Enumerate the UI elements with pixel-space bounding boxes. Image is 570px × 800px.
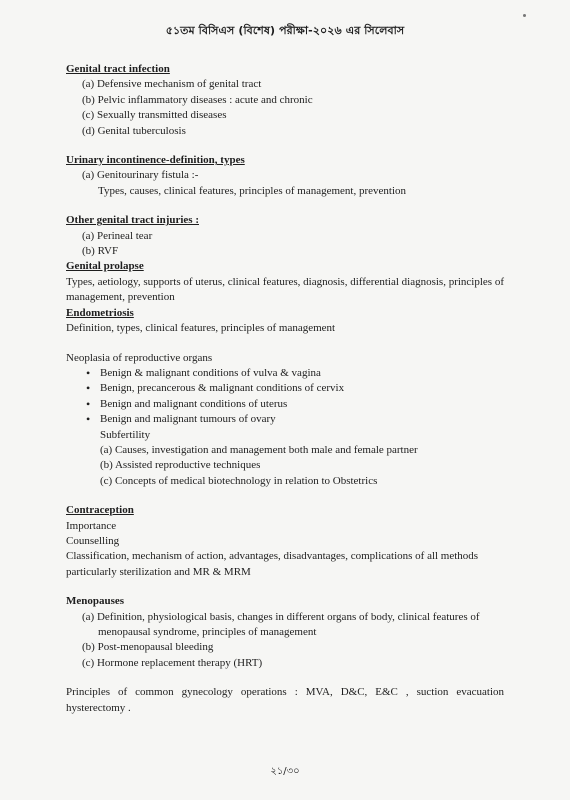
list-item: (d) Genital tuberculosis	[82, 124, 186, 137]
genital-prolapse-heading: Genital prolapse	[66, 260, 144, 273]
list-item: (a) Genitourinary fistula :-	[82, 169, 199, 182]
bullet-item: • Benign and malignant conditions of uterus	[82, 397, 504, 412]
syllabus-content	[66, 62, 504, 716]
list-item: (b) Pelvic inflammatory diseases : acute and chronic	[82, 93, 313, 106]
list-item: (a) Defensive mechanism of genital tract	[82, 78, 262, 91]
neoplasia-heading: Neoplasia of reproductive organs	[66, 351, 213, 364]
page-header: ৫১তম বিসিএস (বিশেষ) পরীক্ষা-২০২৬ এর সিলেবাস	[165, 24, 405, 37]
endometriosis-heading: Endometriosis	[66, 306, 134, 319]
list-subtext: Types, causes, clinical features, principles of management, prevention	[98, 184, 407, 197]
subfertility-label: Subfertility	[100, 428, 151, 441]
list-item: (c) Sexually transmitted diseases	[82, 109, 227, 122]
menopauses-heading: Menopauses	[66, 595, 125, 608]
contraception-line: Importance	[66, 519, 117, 532]
genital-tract-infection-heading: Genital tract infection	[66, 63, 170, 75]
operations-text: Principles of common gynecology operations : MVA, D&C, E&C , suction evacuation hysterectomy .	[66, 686, 504, 714]
bullet-item: • Benign & malignant conditions of vulva & vagina	[82, 366, 504, 381]
list-item: (b) Post-menopausal bleeding	[82, 641, 214, 654]
list-item: (c) Concepts of medical biotechnology in relation to Obstetrics	[100, 474, 378, 487]
page-number: ২১/৩০	[270, 766, 300, 777]
list-item: (c) Hormone replacement therapy (HRT)	[82, 656, 263, 669]
list-item: (b) Assisted reproductive techniques	[100, 459, 261, 472]
neoplasia-list	[66, 366, 504, 428]
bullet-item: • Benign and malignant tumours of ovary	[82, 412, 504, 427]
contraception-heading: Contraception	[66, 504, 134, 517]
list-item: (a) Definition, physiological basis, changes in different organs of body, clinical features of menopausal syndrome, principles of management	[82, 610, 480, 638]
list-item: (a) Perineal tear	[82, 229, 153, 242]
list-item: (b) RVF	[82, 245, 119, 258]
bullet-item: • Benign, precancerous & malignant conditions of cervix	[82, 381, 504, 396]
contraception-text: Classification, mechanism of action, advantages, disadvantages, complications of all methods particularly sterilization and MR & MRM	[66, 550, 479, 578]
other-injuries-heading: Other genital tract injuries :	[66, 214, 199, 227]
endometriosis-text: Definition, types, clinical features, principles of management	[66, 322, 336, 335]
list-item: (a) Causes, investigation and management both male and female partner	[100, 443, 418, 456]
contraception-line: Counselling	[66, 534, 120, 547]
scan-speck	[523, 14, 526, 17]
prolapse-text: Types, aetiology, supports of uterus, clinical features, diagnosis, differential diagnosis, principles of management, prevention	[66, 275, 504, 304]
urinary-incontinence-heading: Urinary incontinence-definition, types	[66, 154, 245, 167]
